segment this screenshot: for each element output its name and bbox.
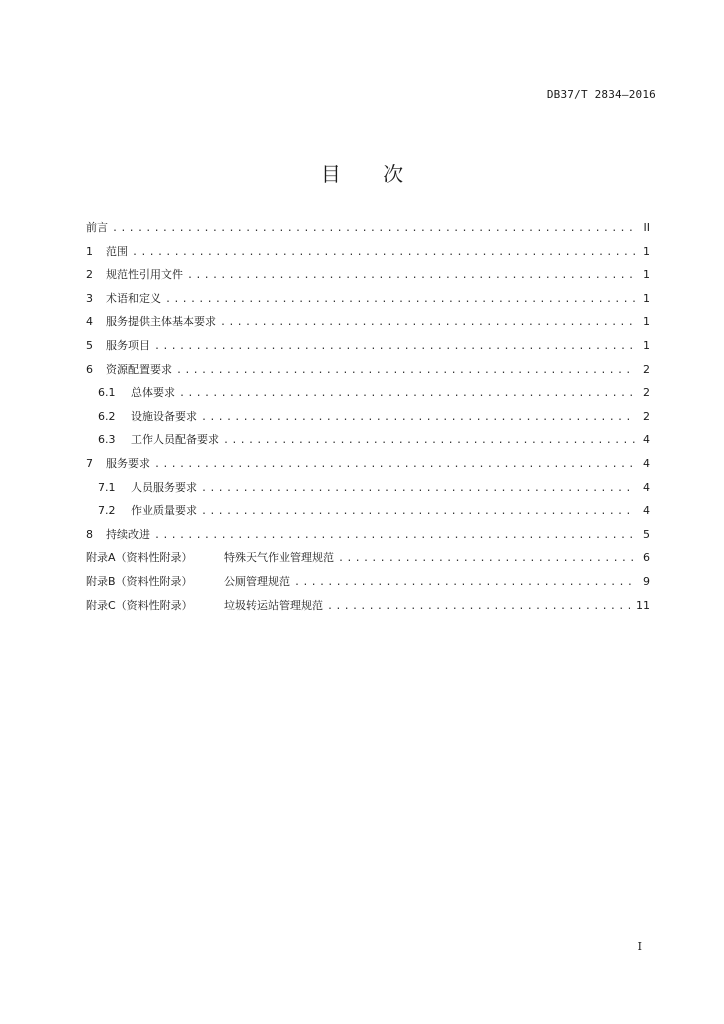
page-number: I	[637, 940, 642, 953]
toc-number: 7.2	[98, 504, 116, 518]
toc-label: 设施设备要求	[131, 409, 197, 423]
toc-page: 6	[643, 551, 650, 565]
toc-label: 特殊天气作业管理规范	[224, 551, 334, 565]
toc-leader-dots	[220, 311, 636, 335]
toc-label: 前言	[86, 221, 108, 234]
toc-number: 6.2	[98, 409, 116, 423]
toc-number: 7.1	[98, 480, 116, 494]
toc-entry-3[interactable]	[86, 287, 650, 311]
toc-page: 1	[643, 338, 650, 352]
toc-number: 6.1	[98, 386, 116, 400]
toc-page: 11	[636, 598, 650, 612]
toc-page: 1	[643, 315, 650, 329]
toc-page: 2	[643, 386, 650, 400]
toc-page: 1	[643, 291, 650, 305]
toc-page: II	[643, 221, 650, 234]
toc-label: 作业质量要求	[131, 504, 197, 518]
toc-leader-dots	[154, 524, 636, 548]
toc-label: 公厕管理规范	[224, 574, 290, 588]
toc-entry-foreword[interactable]	[86, 216, 650, 240]
toc-entry-6[interactable]	[86, 358, 650, 382]
toc-page: 1	[643, 268, 650, 282]
toc-label: 规范性引用文件	[106, 268, 183, 282]
toc-entry-7-2[interactable]	[86, 499, 650, 523]
toc-entry-6-3[interactable]	[86, 428, 650, 452]
toc-label: 术语和定义	[106, 291, 161, 305]
toc-number: 2	[86, 268, 93, 282]
toc-label: 资源配置要求	[106, 362, 172, 376]
toc-leader-dots	[165, 288, 636, 312]
toc-entry-appendix-c[interactable]	[86, 594, 650, 618]
toc-page: 2	[643, 409, 650, 423]
toc-leader-dots	[132, 241, 636, 265]
toc-number: 1	[86, 244, 93, 258]
toc-leader-dots	[179, 382, 636, 406]
toc-page: 4	[643, 480, 650, 494]
toc-page: 1	[643, 244, 650, 258]
toc-label: 人员服务要求	[131, 480, 197, 494]
toc-leader-dots	[327, 595, 630, 619]
toc-entry-7-1[interactable]	[86, 476, 650, 500]
toc-page: 5	[643, 527, 650, 541]
toc-leader-dots	[187, 264, 636, 288]
toc-page: 4	[643, 504, 650, 518]
toc-entry-appendix-b[interactable]	[86, 570, 650, 594]
toc-number: 7	[86, 456, 93, 470]
toc-entry-7[interactable]	[86, 452, 650, 476]
toc-entry-5[interactable]	[86, 334, 650, 358]
toc-number: 4	[86, 315, 93, 329]
toc-label: 垃圾转运站管理规范	[224, 598, 323, 612]
toc-entry-4[interactable]	[86, 310, 650, 334]
toc-leader-dots	[201, 406, 636, 430]
toc-number: 5	[86, 338, 93, 352]
toc-number: 6	[86, 362, 93, 376]
toc-number: 6.3	[98, 433, 116, 447]
toc-page: 4	[643, 433, 650, 447]
page-title: 目 次	[320, 162, 422, 186]
toc-page: 4	[643, 456, 650, 470]
toc-leader-dots	[294, 571, 636, 595]
toc-entry-2[interactable]	[86, 263, 650, 287]
toc-label: 范围	[106, 244, 128, 258]
toc-number: 附录B（资料性附录）	[86, 574, 193, 588]
toc-entry-6-2[interactable]	[86, 405, 650, 429]
toc-leader-dots	[201, 500, 636, 524]
toc-leader-dots	[154, 453, 636, 477]
toc-label: 服务提供主体基本要求	[106, 315, 216, 329]
toc-number: 8	[86, 527, 93, 541]
toc-label: 服务项目	[106, 338, 150, 352]
toc-label: 工作人员配备要求	[131, 433, 219, 447]
toc-leader-dots	[223, 429, 636, 453]
toc-number: 附录A（资料性附录）	[86, 551, 193, 565]
toc-label: 持续改进	[106, 527, 150, 541]
toc-page: 2	[643, 362, 650, 376]
toc-entry-8[interactable]	[86, 523, 650, 547]
toc-leader-dots	[338, 547, 636, 571]
table-of-contents	[86, 216, 650, 617]
toc-number: 附录C（资料性附录）	[86, 598, 193, 612]
toc-leader-dots	[201, 477, 636, 501]
toc-label: 服务要求	[106, 456, 150, 470]
toc-number: 3	[86, 291, 93, 305]
toc-entry-6-1[interactable]	[86, 381, 650, 405]
toc-leader-dots	[176, 359, 636, 383]
toc-leader-dots	[154, 335, 636, 359]
toc-label: 总体要求	[131, 386, 175, 400]
standard-code: DB37/T 2834—2016	[546, 88, 656, 101]
toc-page: 9	[643, 574, 650, 588]
toc-leader-dots	[112, 217, 636, 241]
toc-entry-appendix-a[interactable]	[86, 546, 650, 570]
toc-entry-1[interactable]	[86, 240, 650, 264]
